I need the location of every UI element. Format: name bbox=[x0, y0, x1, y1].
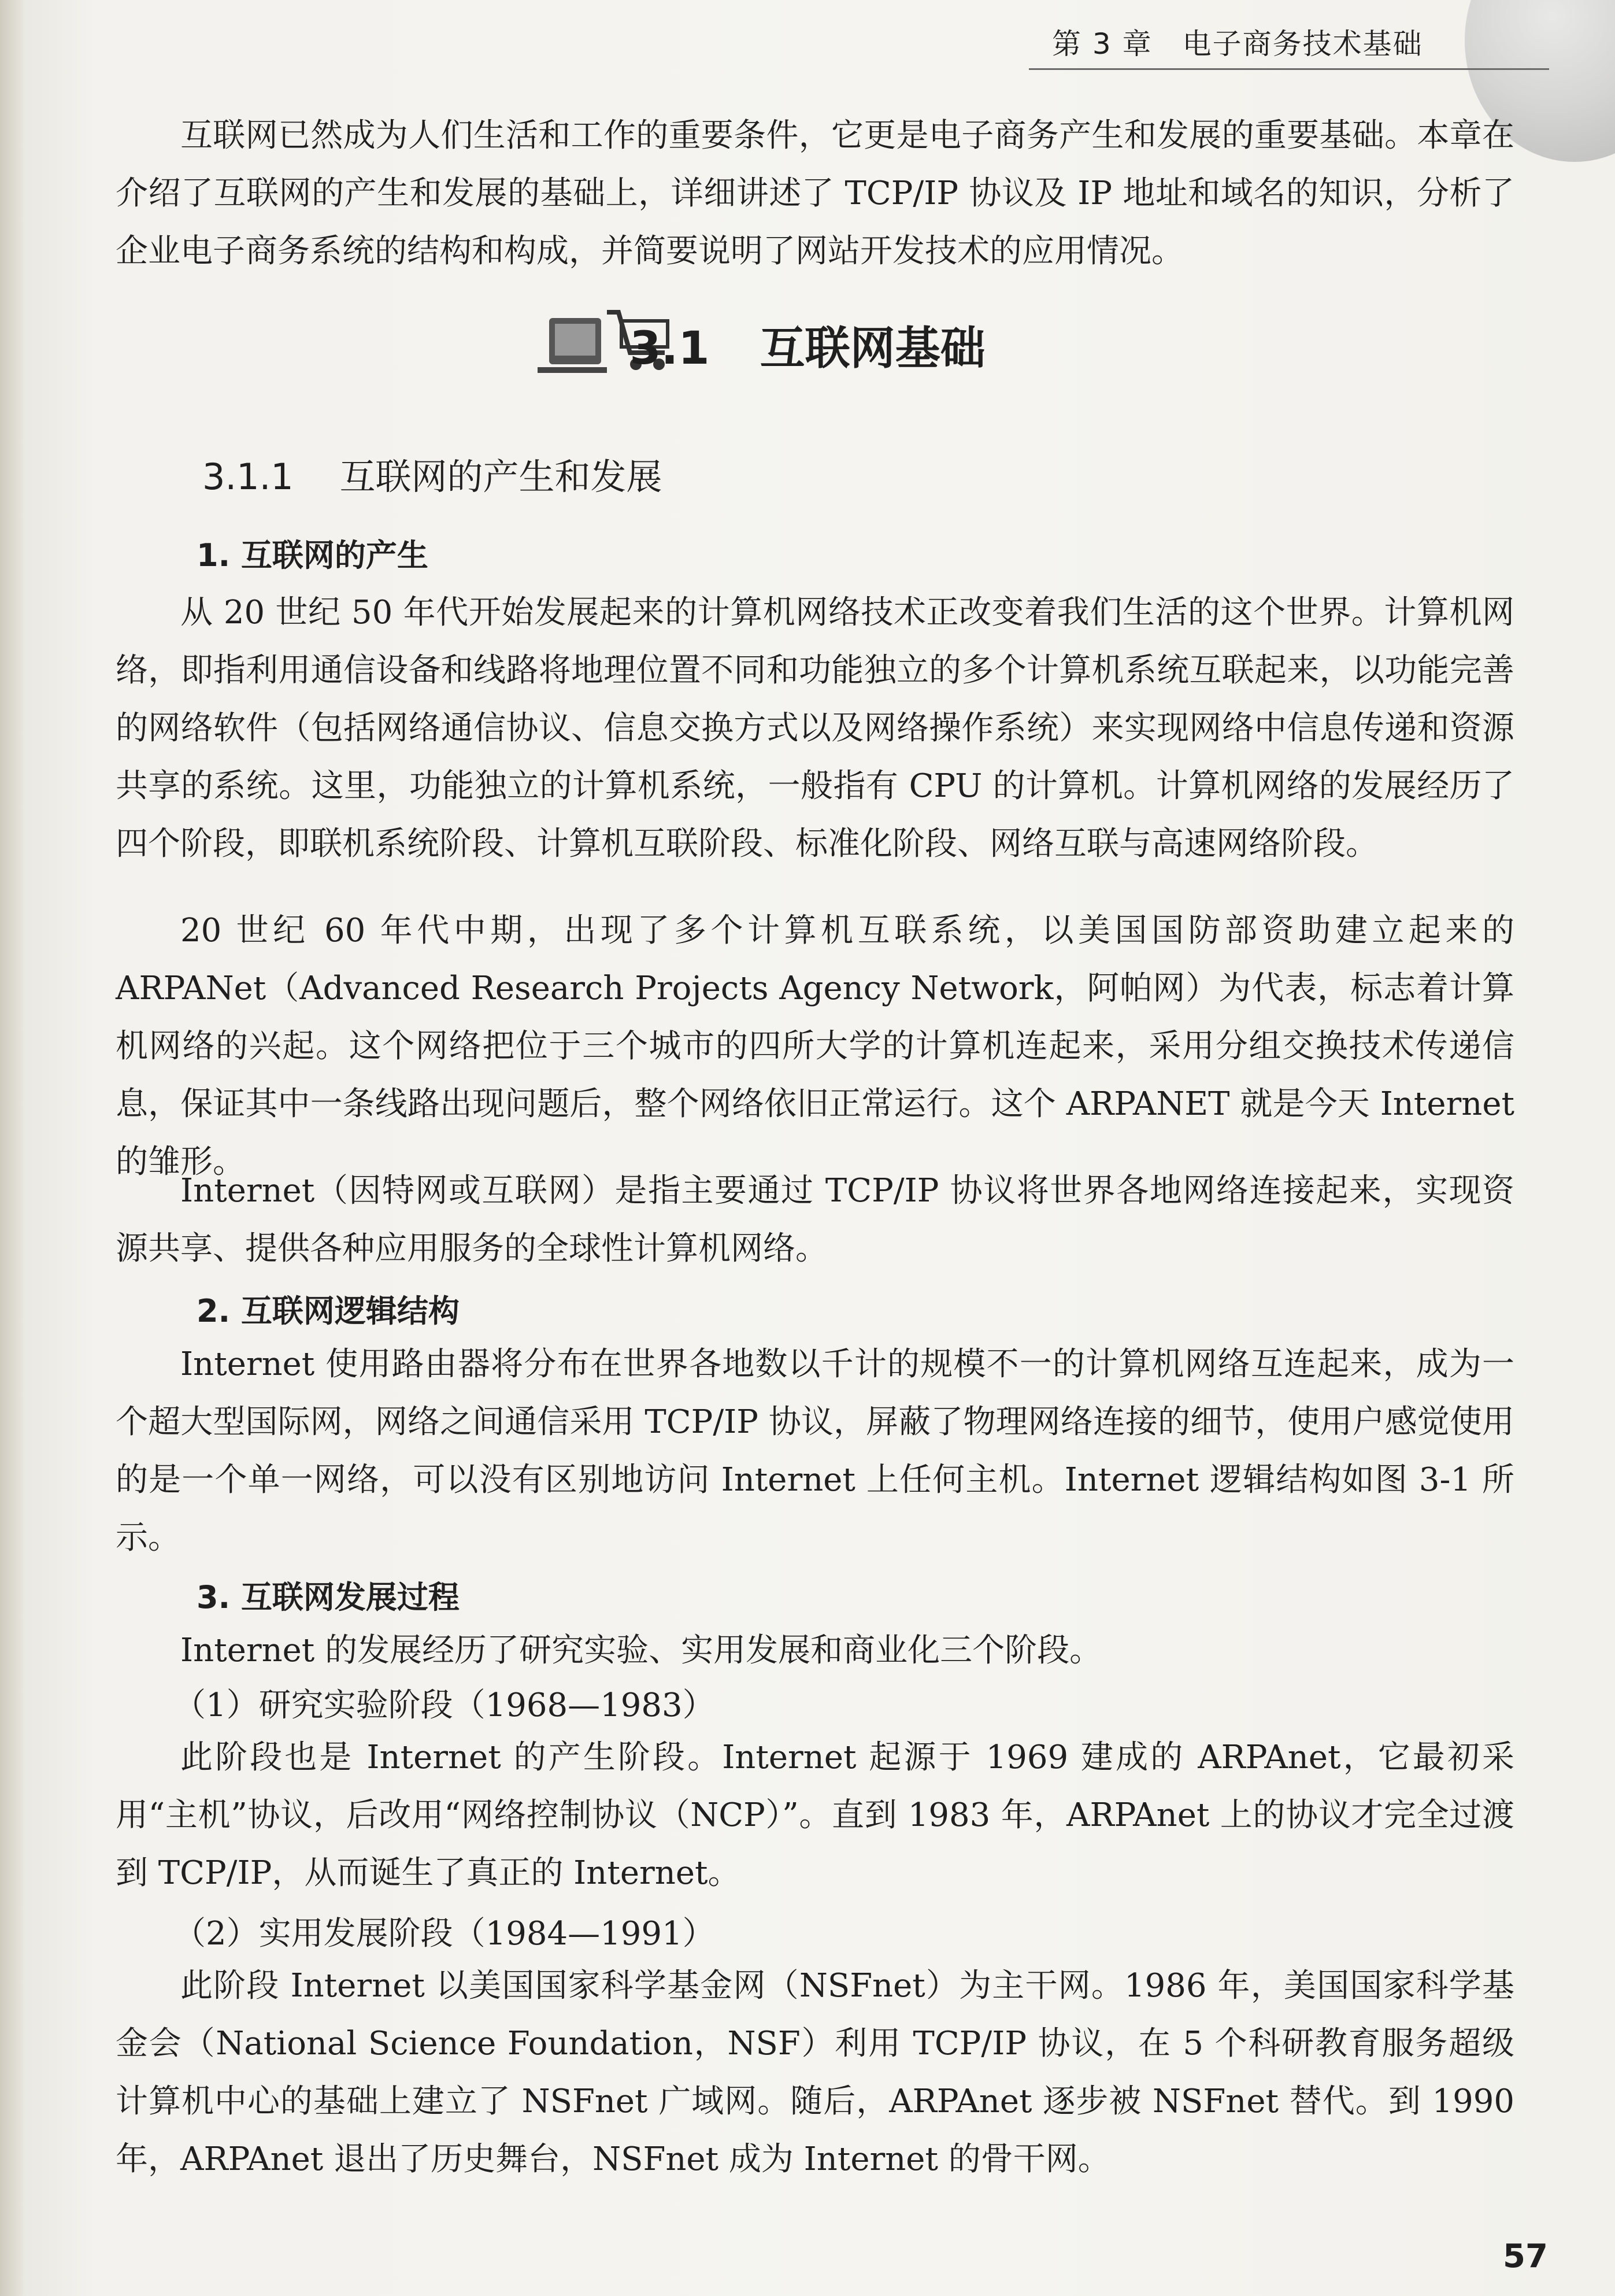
page-number: 57 bbox=[1503, 2238, 1548, 2275]
paragraph-internet-definition: Internet（因特网或互联网）是指主要通过 TCP/IP 协议将世界各地网络连接起来，实现资源共享、提供各种应用服务的全球性计算机网络。 bbox=[116, 1172, 1514, 1267]
subsection-heading: 互联网的产生和发展 bbox=[339, 456, 662, 498]
header-rule bbox=[1029, 68, 1549, 70]
section-number: 3.1 bbox=[629, 323, 710, 375]
chapter-intro: 互联网已然成为人们生活和工作的重要条件，它更是电子商务产生和发展的重要基础。本章在介绍了互联网的产生和发展的基础上，详细讲述了 TCP/IP 协议及 IP 地址和域名的知识，分析了企业电子商务系统的结构和构成，并简要说明了网站开发技术的应用情况。 bbox=[116, 117, 1514, 270]
paragraph-research-stage: 此阶段也是 Internet 的产生阶段。Internet 起源于 1969 建成的 ARPAnet，它最初采用“主机”协议，后改用“网络控制协议（NCP）”。直到 1983 年，ARPAnet 上的协议才完全过渡到 TCP/IP，从而诞生了真正的 Internet。 bbox=[116, 1739, 1514, 1892]
section-title bbox=[0, 312, 1615, 377]
paragraph-computer-network: 从 20 世纪 50 年代开始发展起来的计算机网络技术正改变着我们生活的这个世界。计算机网络，即指利用通信设备和线路将地理位置不同和功能独立的多个计算机系统互联起来，以功能完善的网络软件（包括网络通信协议、信息交换方式以及网络操作系统）来实现网络中信息传递和资源共享的系统。这里，功能独立的计算机系统，一般指有 CPU 的计算机。计算机网络的发展经历了四个阶段，即联机系统阶段、计算机互联阶段、标准化阶段、网络互联与高速网络阶段。 bbox=[116, 594, 1514, 863]
paragraph-three-stages: Internet 的发展经历了研究实验、实用发展和商业化三个阶段。 bbox=[180, 1632, 1102, 1669]
stage-research-heading: （1）研究实验阶段（1968—1983） bbox=[173, 1687, 715, 1724]
heading-development: 3. 互联网发展过程 bbox=[197, 1579, 460, 1615]
heading-origin: 1. 互联网的产生 bbox=[197, 537, 428, 574]
paragraph-practical-stage: 此阶段 Internet 以美国国家科学基金网（NSFnet）为主干网。1986 年，美国国家科学基金会（National Science Foundation，NSF）利用 TCP/IP 协议，在 5 个科研教育服务超级计算机中心的基础上建立了 NSFnet 广域网。随后，ARPAnet 逐步被 NSFnet 替代。到 1990 年，ARPAnet 退出了历史舞台，NSFnet 成为 Internet 的骨干网。 bbox=[116, 1967, 1514, 2178]
paragraph-arpanet: 20 世纪 60 年代中期，出现了多个计算机互联系统，以美国国防部资助建立起来的 ARPANet（Advanced Research Projects Agency Network，阿帕网）为代表，标志着计算机网络的兴起。这个网络把位于三个城市的四所大学的计算机连起来，采用分组交换技术传递信息，保证其中一条线路出现问题后，整个网络依旧正常运行。这个 ARPANET 就是今天 Internet 的雏形。 bbox=[116, 912, 1514, 1181]
subsection-number: 3.1.1 bbox=[202, 456, 294, 498]
paragraph-logical-structure: Internet 使用路由器将分布在世界各地数以千计的规模不一的计算机网络互连起来，成为一个超大型国际网，网络之间通信采用 TCP/IP 协议，屏蔽了物理网络连接的细节，使用户感觉使用的是一个单一网络，可以没有区别地访问 Internet 上任何主机。Internet 逻辑结构如图 3-1 所示。 bbox=[116, 1345, 1514, 1556]
section-heading: 互联网基础 bbox=[760, 323, 986, 375]
subsection-title bbox=[202, 448, 697, 500]
running-head: 第 3 章 电子商务技术基础 bbox=[1052, 27, 1423, 61]
stage-practical-heading: （2）实用发展阶段（1984—1991） bbox=[173, 1915, 715, 1953]
heading-logical-structure: 2. 互联网逻辑结构 bbox=[197, 1293, 460, 1329]
